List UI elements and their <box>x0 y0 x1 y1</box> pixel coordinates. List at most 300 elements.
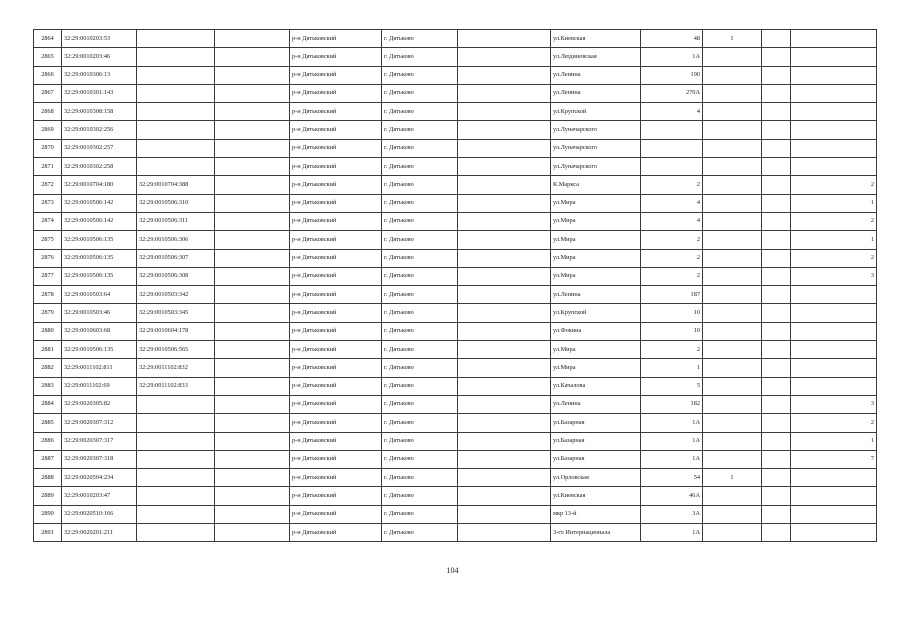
cell-cadastral-number-2 <box>137 432 215 450</box>
cell-number: 2874 <box>34 212 62 230</box>
cell-empty <box>458 48 551 66</box>
cell-value <box>762 359 791 377</box>
cell-cadastral-number: 32:29:0020510:166 <box>62 505 137 523</box>
cell-district: р-н Дятьковский <box>290 414 382 432</box>
cell-value: 1 <box>703 30 762 48</box>
cell-district: р-н Дятьковский <box>290 304 382 322</box>
cell-street: ул.Фокина <box>551 322 641 340</box>
cell-number: 2887 <box>34 450 62 468</box>
cell-district: р-н Дятьковский <box>290 249 382 267</box>
cell-value <box>703 194 762 212</box>
cell-value <box>762 176 791 194</box>
cell-city: г. Дятьково <box>382 432 458 450</box>
cell-value <box>762 103 791 121</box>
cell-apartment: 2 <box>791 249 877 267</box>
cell-district: р-н Дятьковский <box>290 103 382 121</box>
cell-apartment: 1 <box>791 231 877 249</box>
table-row <box>34 212 877 230</box>
cell-house <box>641 121 703 139</box>
cell-apartment: 1 <box>791 194 877 212</box>
cell-empty <box>458 267 551 285</box>
cell-street: ул.Мира <box>551 212 641 230</box>
cell-value <box>762 212 791 230</box>
cell-cadastral-number-2: 32:29:0011102:833 <box>137 377 215 395</box>
cell-city: г. Дятьково <box>382 212 458 230</box>
cell-value <box>703 48 762 66</box>
cell-value <box>762 231 791 249</box>
cell-house: 46А <box>641 487 703 505</box>
cell-empty <box>458 139 551 157</box>
table-row <box>34 505 877 523</box>
cell-empty <box>458 30 551 48</box>
cell-cadastral-number: 32:29:0010506:135 <box>62 267 137 285</box>
cell-cadastral-number-2 <box>137 524 215 542</box>
table-row <box>34 30 877 48</box>
cell-value: 1 <box>703 469 762 487</box>
cell-city: г. Дятьково <box>382 469 458 487</box>
table-row <box>34 176 877 194</box>
cell-cadastral-number-2: 32:29:0010503:345 <box>137 304 215 322</box>
cell-value <box>703 414 762 432</box>
cell-value <box>762 450 791 468</box>
cell-district: р-н Дятьковский <box>290 84 382 102</box>
cell-city: г. Дятьково <box>382 194 458 212</box>
cell-district: р-н Дятьковский <box>290 377 382 395</box>
cell-apartment <box>791 139 877 157</box>
cell-empty <box>458 286 551 304</box>
cell-cadastral-number: 32:29:0020201:211 <box>62 524 137 542</box>
cell-street: ул.Людиновская <box>551 48 641 66</box>
cell-street: ул.Киевская <box>551 487 641 505</box>
cell-value <box>762 48 791 66</box>
cell-street: ул.Качалова <box>551 377 641 395</box>
table-row <box>34 322 877 340</box>
cell-cadastral-number-2 <box>137 450 215 468</box>
cell-cadastral-number-2 <box>137 487 215 505</box>
cell-cadastral-number-2 <box>137 505 215 523</box>
table-row <box>34 121 877 139</box>
cell-district: р-н Дятьковский <box>290 469 382 487</box>
cell-city: г. Дятьково <box>382 359 458 377</box>
cell-empty <box>458 377 551 395</box>
cell-value <box>703 212 762 230</box>
cell-value <box>762 505 791 523</box>
cell-empty <box>215 212 290 230</box>
cell-number: 2888 <box>34 469 62 487</box>
cell-street: ул.Орловская <box>551 469 641 487</box>
cell-city: г. Дятьково <box>382 103 458 121</box>
cell-value <box>703 158 762 176</box>
cell-cadastral-number: 32:29:0010308:158 <box>62 103 137 121</box>
cell-district: р-н Дятьковский <box>290 359 382 377</box>
cell-cadastral-number: 32:29:0010302:256 <box>62 121 137 139</box>
cell-value <box>703 121 762 139</box>
cell-number: 2875 <box>34 231 62 249</box>
cell-house: 2 <box>641 249 703 267</box>
cell-district: р-н Дятьковский <box>290 505 382 523</box>
cell-empty <box>215 450 290 468</box>
cell-district: р-н Дятьковский <box>290 450 382 468</box>
cell-city: г. Дятьково <box>382 158 458 176</box>
cell-empty <box>458 450 551 468</box>
cell-street: ул.Ленина <box>551 84 641 102</box>
table-row <box>34 524 877 542</box>
cell-house: 182 <box>641 395 703 413</box>
cell-value <box>703 524 762 542</box>
cell-value <box>703 66 762 84</box>
cell-empty <box>215 524 290 542</box>
cell-district: р-н Дятьковский <box>290 139 382 157</box>
cell-apartment: 7 <box>791 450 877 468</box>
cell-cadastral-number-2 <box>137 121 215 139</box>
table-row <box>34 469 877 487</box>
cell-house: 5 <box>641 377 703 395</box>
table-row <box>34 359 877 377</box>
cell-empty <box>215 377 290 395</box>
cell-empty <box>215 359 290 377</box>
cell-street: ул.Крупской <box>551 304 641 322</box>
cell-value <box>762 322 791 340</box>
cell-empty <box>458 414 551 432</box>
cell-value <box>762 194 791 212</box>
cell-city: г. Дятьково <box>382 322 458 340</box>
cell-value <box>762 377 791 395</box>
cell-cadastral-number: 32:29:0010503:64 <box>62 286 137 304</box>
cell-empty <box>458 505 551 523</box>
cell-cadastral-number-2: 32:29:0010506:311 <box>137 212 215 230</box>
cell-empty <box>215 139 290 157</box>
cell-empty <box>215 304 290 322</box>
cell-district: р-н Дятьковский <box>290 286 382 304</box>
cell-value <box>703 139 762 157</box>
cell-number: 2882 <box>34 359 62 377</box>
cell-value <box>703 341 762 359</box>
table-row <box>34 194 877 212</box>
cell-street: ул.Крупской <box>551 103 641 121</box>
cell-number: 2876 <box>34 249 62 267</box>
cell-value <box>703 286 762 304</box>
cell-street: ул.Базарная <box>551 450 641 468</box>
cell-empty <box>215 48 290 66</box>
cell-district: р-н Дятьковский <box>290 212 382 230</box>
cell-apartment <box>791 377 877 395</box>
cell-house <box>641 139 703 157</box>
cell-value <box>762 139 791 157</box>
cell-cadastral-number: 32:29:0010203:53 <box>62 30 137 48</box>
cell-city: г. Дятьково <box>382 249 458 267</box>
cell-cadastral-number: 32:29:0010302:257 <box>62 139 137 157</box>
cell-number: 2866 <box>34 66 62 84</box>
cell-apartment <box>791 158 877 176</box>
cell-cadastral-number-2 <box>137 30 215 48</box>
table-row <box>34 249 877 267</box>
cell-apartment: 1 <box>791 432 877 450</box>
cell-empty <box>215 341 290 359</box>
cell-empty <box>458 84 551 102</box>
cell-house: 4 <box>641 212 703 230</box>
cell-street: ул.Луначарского <box>551 121 641 139</box>
cell-district: р-н Дятьковский <box>290 48 382 66</box>
table-row <box>34 48 877 66</box>
table-row <box>34 414 877 432</box>
cell-empty <box>215 194 290 212</box>
table-row <box>34 341 877 359</box>
cell-house: 4 <box>641 103 703 121</box>
cell-value <box>703 505 762 523</box>
cell-house: 1А <box>641 450 703 468</box>
cell-cadastral-number: 32:29:0011102:811 <box>62 359 137 377</box>
cell-number: 2886 <box>34 432 62 450</box>
cell-city: г. Дятьково <box>382 395 458 413</box>
cell-empty <box>215 121 290 139</box>
cell-city: г. Дятьково <box>382 286 458 304</box>
cell-cadastral-number: 32:29:0010506:135 <box>62 249 137 267</box>
cell-cadastral-number-2 <box>137 84 215 102</box>
cell-street: ул.Луначарского <box>551 139 641 157</box>
cell-cadastral-number-2 <box>137 139 215 157</box>
cell-empty <box>215 487 290 505</box>
cell-cadastral-number-2 <box>137 395 215 413</box>
cell-empty <box>458 395 551 413</box>
cell-house: 4 <box>641 194 703 212</box>
cell-cadastral-number: 32:29:0020305:82 <box>62 395 137 413</box>
cell-apartment <box>791 66 877 84</box>
cell-empty <box>458 524 551 542</box>
cell-value <box>762 414 791 432</box>
cell-house: 2 <box>641 267 703 285</box>
cell-house: 270А <box>641 84 703 102</box>
cell-cadastral-number: 32:29:0010506:142 <box>62 212 137 230</box>
cell-city: г. Дятьково <box>382 505 458 523</box>
table-row <box>34 231 877 249</box>
registry-table <box>33 29 877 542</box>
cell-value <box>703 432 762 450</box>
cell-number: 2879 <box>34 304 62 322</box>
cell-empty <box>215 176 290 194</box>
cell-cadastral-number: 32:29:0010301:143 <box>62 84 137 102</box>
cell-number: 2883 <box>34 377 62 395</box>
cell-number: 2890 <box>34 505 62 523</box>
cell-city: г. Дятьково <box>382 66 458 84</box>
cell-apartment <box>791 286 877 304</box>
cell-number: 2889 <box>34 487 62 505</box>
cell-street: ул.Базарная <box>551 432 641 450</box>
cell-number: 2885 <box>34 414 62 432</box>
cell-district: р-н Дятьковский <box>290 322 382 340</box>
cell-street: ул.Мира <box>551 194 641 212</box>
cell-city: г. Дятьково <box>382 487 458 505</box>
cell-cadastral-number-2 <box>137 414 215 432</box>
cell-cadastral-number: 32:29:0011102:69 <box>62 377 137 395</box>
cell-apartment <box>791 103 877 121</box>
cell-city: г. Дятьково <box>382 524 458 542</box>
cell-value <box>762 469 791 487</box>
cell-number: 2891 <box>34 524 62 542</box>
cell-apartment <box>791 359 877 377</box>
cell-house: 2 <box>641 231 703 249</box>
table-row <box>34 158 877 176</box>
cell-apartment <box>791 322 877 340</box>
cell-value <box>703 103 762 121</box>
cell-street: ул.Мира <box>551 249 641 267</box>
cell-value <box>762 487 791 505</box>
cell-cadastral-number-2 <box>137 469 215 487</box>
cell-apartment <box>791 524 877 542</box>
cell-house: 187 <box>641 286 703 304</box>
table-row <box>34 432 877 450</box>
cell-cadastral-number: 32:29:0020307:312 <box>62 414 137 432</box>
cell-value <box>703 359 762 377</box>
table-row <box>34 84 877 102</box>
cell-city: г. Дятьково <box>382 139 458 157</box>
cell-district: р-н Дятьковский <box>290 487 382 505</box>
cell-house: 54 <box>641 469 703 487</box>
cell-street: ул.Ленина <box>551 66 641 84</box>
cell-city: г. Дятьково <box>382 377 458 395</box>
cell-value <box>703 487 762 505</box>
page-number: 104 <box>446 566 459 575</box>
cell-number: 2880 <box>34 322 62 340</box>
cell-number: 2867 <box>34 84 62 102</box>
cell-value <box>762 395 791 413</box>
cell-empty <box>458 341 551 359</box>
cell-house: 1А <box>641 48 703 66</box>
cell-cadastral-number-2: 32:29:0011102:832 <box>137 359 215 377</box>
cell-apartment: 2 <box>791 212 877 230</box>
cell-apartment <box>791 48 877 66</box>
table-row <box>34 286 877 304</box>
cell-value <box>762 158 791 176</box>
cell-cadastral-number: 32:29:0010302:258 <box>62 158 137 176</box>
cell-empty <box>215 414 290 432</box>
cell-street: ул.Ленина <box>551 286 641 304</box>
cell-empty <box>215 249 290 267</box>
cell-cadastral-number: 32:29:0010503:46 <box>62 304 137 322</box>
cell-city: г. Дятьково <box>382 121 458 139</box>
cell-district: р-н Дятьковский <box>290 176 382 194</box>
cell-district: р-н Дятьковский <box>290 121 382 139</box>
cell-cadastral-number-2: 32:29:0010506:310 <box>137 194 215 212</box>
cell-cadastral-number: 32:29:0010506:135 <box>62 341 137 359</box>
cell-empty <box>215 103 290 121</box>
cell-value <box>703 267 762 285</box>
cell-apartment: 3 <box>791 267 877 285</box>
cell-house: 10 <box>641 322 703 340</box>
cell-empty <box>215 395 290 413</box>
cell-cadastral-number: 32:29:0010203:47 <box>62 487 137 505</box>
cell-empty <box>215 322 290 340</box>
cell-empty <box>458 66 551 84</box>
cell-empty <box>458 304 551 322</box>
cell-value <box>703 231 762 249</box>
cell-house: 1 <box>641 359 703 377</box>
cell-value <box>703 377 762 395</box>
cell-district: р-н Дятьковский <box>290 341 382 359</box>
cell-empty <box>215 30 290 48</box>
cell-empty <box>458 432 551 450</box>
table-row <box>34 103 877 121</box>
cell-empty <box>458 103 551 121</box>
cell-number: 2870 <box>34 139 62 157</box>
cell-house: 2 <box>641 341 703 359</box>
cell-empty <box>458 158 551 176</box>
cell-empty <box>215 267 290 285</box>
cell-empty <box>215 231 290 249</box>
cell-cadastral-number-2: 32:29:0010503:342 <box>137 286 215 304</box>
cell-number: 2881 <box>34 341 62 359</box>
cell-empty <box>458 121 551 139</box>
registry-table-body <box>34 30 877 542</box>
cell-district: р-н Дятьковский <box>290 231 382 249</box>
cell-cadastral-number-2: 32:29:0010506:307 <box>137 249 215 267</box>
cell-apartment <box>791 30 877 48</box>
cell-number: 2873 <box>34 194 62 212</box>
cell-value <box>703 249 762 267</box>
cell-city: г. Дятьково <box>382 30 458 48</box>
cell-apartment <box>791 341 877 359</box>
cell-cadastral-number-2: 32:29:0010506:565 <box>137 341 215 359</box>
cell-city: г. Дятьково <box>382 176 458 194</box>
cell-cadastral-number: 32:29:0020504:234 <box>62 469 137 487</box>
cell-number: 2877 <box>34 267 62 285</box>
cell-cadastral-number: 32:29:0010704:180 <box>62 176 137 194</box>
cell-cadastral-number-2: 32:29:0010506:306 <box>137 231 215 249</box>
cell-empty <box>215 432 290 450</box>
cell-empty <box>215 469 290 487</box>
cell-district: р-н Дятьковский <box>290 432 382 450</box>
cell-city: г. Дятьково <box>382 450 458 468</box>
cell-city: г. Дятьково <box>382 341 458 359</box>
cell-city: г. Дятьково <box>382 267 458 285</box>
cell-value <box>762 524 791 542</box>
cell-value <box>703 176 762 194</box>
cell-cadastral-number: 32:29:0010203:46 <box>62 48 137 66</box>
cell-cadastral-number: 32:29:0020307:318 <box>62 450 137 468</box>
cell-street: ул.Мира <box>551 231 641 249</box>
cell-apartment <box>791 487 877 505</box>
cell-house: 3А <box>641 505 703 523</box>
cell-apartment <box>791 469 877 487</box>
cell-district: р-н Дятьковский <box>290 524 382 542</box>
cell-cadastral-number-2 <box>137 103 215 121</box>
cell-empty <box>458 212 551 230</box>
cell-house: 1А <box>641 524 703 542</box>
cell-cadastral-number-2 <box>137 48 215 66</box>
cell-value <box>762 341 791 359</box>
cell-empty <box>215 66 290 84</box>
cell-number: 2864 <box>34 30 62 48</box>
cell-district: р-н Дятьковский <box>290 66 382 84</box>
cell-apartment <box>791 304 877 322</box>
cell-city: г. Дятьково <box>382 304 458 322</box>
cell-apartment: 3 <box>791 395 877 413</box>
cell-cadastral-number-2: 32:29:0010506:308 <box>137 267 215 285</box>
cell-street: ул.Мира <box>551 359 641 377</box>
table-row <box>34 395 877 413</box>
cell-value <box>762 249 791 267</box>
cell-apartment <box>791 84 877 102</box>
cell-street: ул.Мира <box>551 267 641 285</box>
cell-empty <box>458 194 551 212</box>
cell-empty <box>458 359 551 377</box>
cell-empty <box>458 487 551 505</box>
table-row <box>34 267 877 285</box>
cell-cadastral-number: 32:29:0010506:142 <box>62 194 137 212</box>
cell-value <box>762 267 791 285</box>
cell-cadastral-number-2: 32:29:0010604:178 <box>137 322 215 340</box>
cell-house: 1А <box>641 414 703 432</box>
cell-value <box>762 121 791 139</box>
